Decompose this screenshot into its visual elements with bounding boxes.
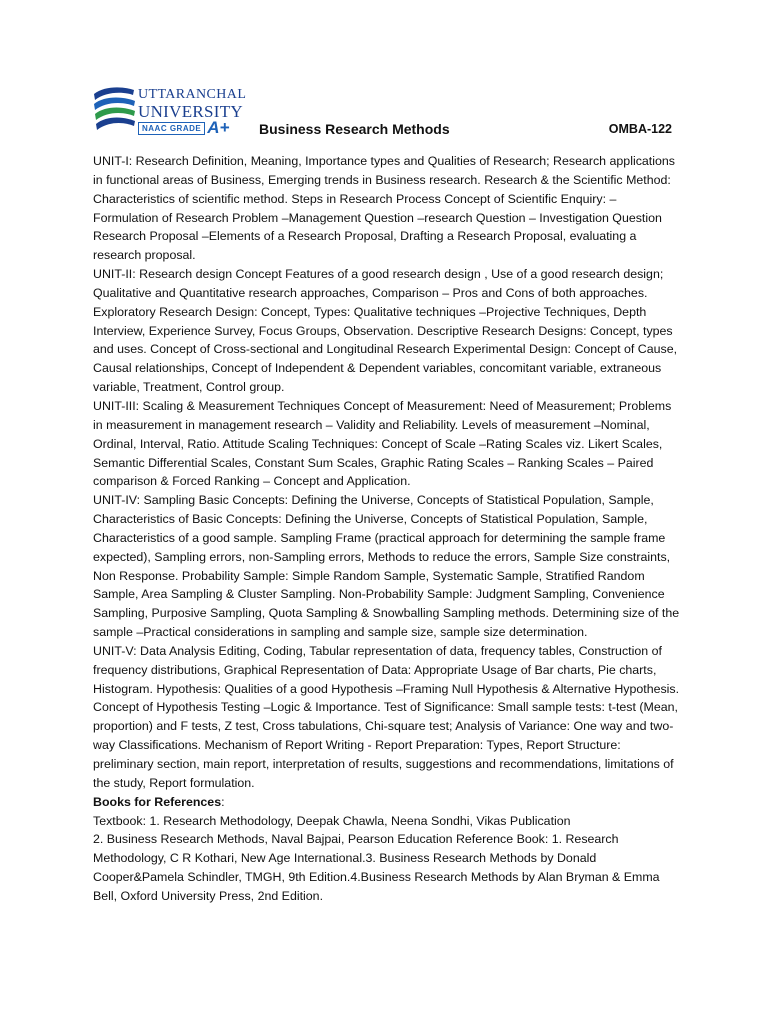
references-heading: Books for References <box>93 794 222 809</box>
logo-line1: UTTARANCHAL <box>138 87 247 102</box>
references-other-books: 2. Business Research Methods, Naval Bajpai, Pearson Education Reference Book: 1. Research Methodology, C R Kothari, New Age International.3. Business Research Methods by Donald Cooper&Pamela Schindler, TMGH, 9th Edition.4.Business Research Methods by Alan Bryman & Emma Bell, Oxford University Press, 2nd Edition. <box>93 832 660 903</box>
unit-3-paragraph: UNIT-III: Scaling & Measurement Techniques Concept of Measurement: Need of Measurement; Problems in measurement in management research – Validity and Reliability. Levels of measurement –Nominal, Ordinal, Interval, Ratio. Attitude Scaling Techniques: Concept of Scale –Rating Scales viz. Likert Scales, Semantic Differential Scales, Constant Sum Scales, Graphic Rating Scales – Ranking Scales – Paired comparison & Forced Ranking – Concept and Application. <box>93 398 672 489</box>
university-logo <box>92 84 247 138</box>
references-textbook: Textbook: 1. Research Methodology, Deepak Chawla, Neena Sondhi, Vikas Publication <box>93 813 571 828</box>
page-header <box>92 84 684 140</box>
unit-1-paragraph: UNIT-I: Research Definition, Meaning, Importance types and Qualities of Research; Research applications in functional areas of Business, Emerging trends in Business research. Research & the Scientific Method: Characteristics of scientific method. Steps in Research Process Concept of Scientific Enquiry: – Formulation of Research Problem –Management Question –research Question – Investigation Question Research Proposal –Elements of a Research Proposal, Drafting a Research Proposal, evaluating a research proposal. <box>93 154 675 263</box>
document-title: Business Research Methods <box>259 121 450 137</box>
logo-line2: UNIVERSITY <box>138 102 243 121</box>
logo-badge <box>138 120 229 136</box>
naac-grade-label: NAAC GRADE <box>138 122 205 135</box>
naac-grade-value: A+ <box>207 118 230 137</box>
unit-2-paragraph: UNIT-II: Research design Concept Features of a good research design , Use of a good research design; Qualitative and Quantitative research approaches, Comparison – Pros and Cons of both approaches. Exploratory Research Design: Concept, Types: Qualitative techniques –Projective Techniques, Depth Interview, Experience Survey, Focus Groups, Observation. Descriptive Research Designs: Concept, types and uses. Concept of Cross-sectional and Longitudinal Research Experimental Design: Concept of Cause, Causal relationships, Concept of Independent & Dependent variables, concomitant variable, extraneous variable, Treatment, Control group. <box>93 267 678 395</box>
references-heading-line <box>93 793 681 812</box>
logo-swoosh-icon <box>92 84 138 138</box>
course-code: OMBA-122 <box>608 122 672 136</box>
unit-5-paragraph: UNIT-V: Data Analysis Editing, Coding, Tabular representation of data, frequency tables, Construction of frequency distributions, Graphical Representation of Data: Appropriate Usage of Bar charts, Pie charts, Histogram. Hypothesis: Qualities of a good Hypothesis –Framing Null Hypothesis & Alternative Hypothesis. Concept of Hypothesis Testing –Logic & Importance. Test of Significance: Small sample tests: t-test (Mean, proportion) and F tests, Z test, Cross tabulations, Chi-square test; Analysis of Variance: One way and two-way Classifications. Mechanism of Report Writing - Report Preparation: Types, Report Structure: preliminary section, main report, interpretation of results, suggestions and recommendations, limitations of the study, Report formulation. <box>93 643 680 790</box>
syllabus-body <box>93 152 681 906</box>
logo-wordmark <box>138 88 246 120</box>
logo-swoosh-bottom <box>96 118 135 130</box>
unit-4-paragraph: UNIT-IV: Sampling Basic Concepts: Defining the Universe, Concepts of Statistical Population, Sample, Characteristics of Basic Concepts: Defining the Universe, Concepts of Statistical Population, Sample, Characteristics of a good sample. Sampling Frame (practical approach for determining the sample frame expected), Sampling errors, non-Sampling errors, Methods to reduce the errors, Sample Size constraints, Non Response. Probability Sample: Simple Random Sample, Systematic Sample, Stratified Random Sample, Area Sampling & Cluster Sampling. Non-Probability Sample: Judgment Sampling, Convenience Sampling, Purposive Sampling, Quota Sampling & Snowballing Sampling methods. Determining size of the sample –Practical considerations in sampling and sample size, sample size determination. <box>93 493 680 640</box>
references-heading-colon: : <box>221 794 225 809</box>
